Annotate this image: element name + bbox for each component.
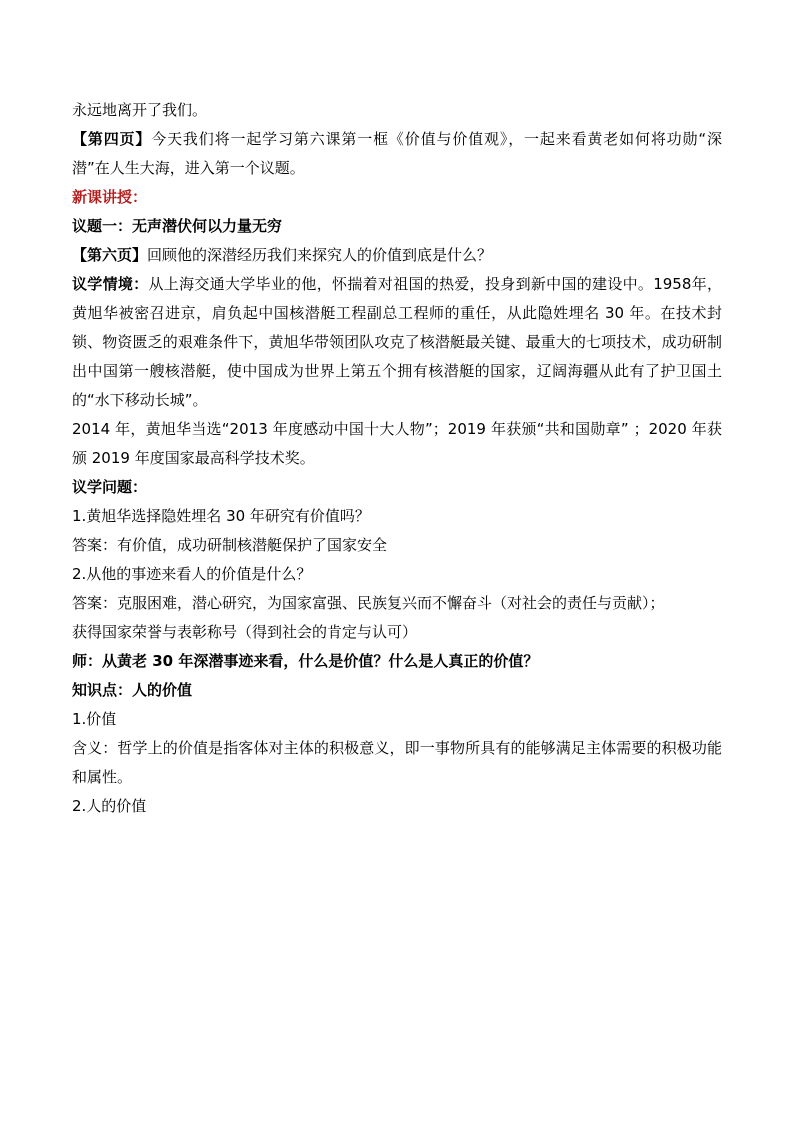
paragraph-text: 今天我们将一起学习第六课第一框《价值与价值观》，一起来看黄老如何将功勋“深潜”在人生大海，进入第一个议题。	[72, 130, 722, 177]
knowledge-item-one-title: 1.价值	[72, 710, 117, 728]
paragraph-page-six	[72, 241, 722, 270]
awards-paragraph: 2014 年，黄旭华当选“2013 年度感动中国十大人物”；2019 年获颁“共和国勋章” ；2020 年获颁 2019 年度国家最高科学技术奖。	[72, 420, 722, 467]
teacher-question: 师：从黄老 30 年深潜事迹来看，什么是价值？什么是人真正的价值？	[72, 652, 539, 670]
question-two: 2.从他的事迹来看人的价值是什么？	[72, 565, 312, 583]
value-definition: 含义：哲学上的价值是指客体对主体的积极意义，即一事物所具有的能够满足主体需要的积极功能和属性。	[72, 739, 722, 786]
topic-one-heading: 议题一：无声潜伏何以力量无穷	[72, 217, 283, 235]
paragraph-text: 回顾他的深潜经历我们来探究人的价值到底是什么？	[147, 246, 493, 264]
situation-paragraph	[72, 270, 722, 415]
paragraph-page-four	[72, 125, 722, 183]
situation-text: 从上海交通大学毕业的他，怀揣着对祖国的热爱，投身到新中国的建设中。1958年，黄旭华被密召进京，肩负起中国核潜艇工程副总工程师的重任，从此隐姓埋名 30 年。在技术封锁、物资匮乏的艰难条件下，黄旭华带领团队攻克了核潜艇最关键、最重大的七项技术，成功研制出中国第一艘核潜艇，使中国成为世界上第五个拥有核潜艇的国家，辽阔海疆从此有了护卫国土的“水下移动长城”。	[72, 275, 722, 409]
knowledge-item-two-title: 2.人的价值	[72, 797, 147, 815]
text-line: 永远地离开了我们。	[72, 101, 208, 119]
answer-two-line-two: 获得国家荣誉与表彰称号（得到社会的肯定与认可）	[72, 623, 418, 641]
document-page	[72, 96, 722, 821]
knowledge-point-heading: 知识点：人的价值	[72, 681, 193, 699]
situation-label: 议学情境：	[72, 275, 149, 293]
page-label-six: 【第六页】	[72, 246, 148, 264]
answer-two-line-one: 答案：克服困难，潜心研究，为国家富强、民族复兴而不懈奋斗（对社会的责任与贡献）；	[72, 594, 665, 612]
question-one: 1.黄旭华选择隐姓埋名 30 年研究有价值吗？	[72, 507, 370, 525]
new-lesson-heading: 新课讲授：	[72, 188, 148, 206]
page-label-four: 【第四页】	[72, 130, 152, 148]
answer-one: 答案：有价值，成功研制核潜艇保护了国家安全	[72, 536, 388, 554]
questions-heading: 议学问题：	[72, 478, 148, 496]
